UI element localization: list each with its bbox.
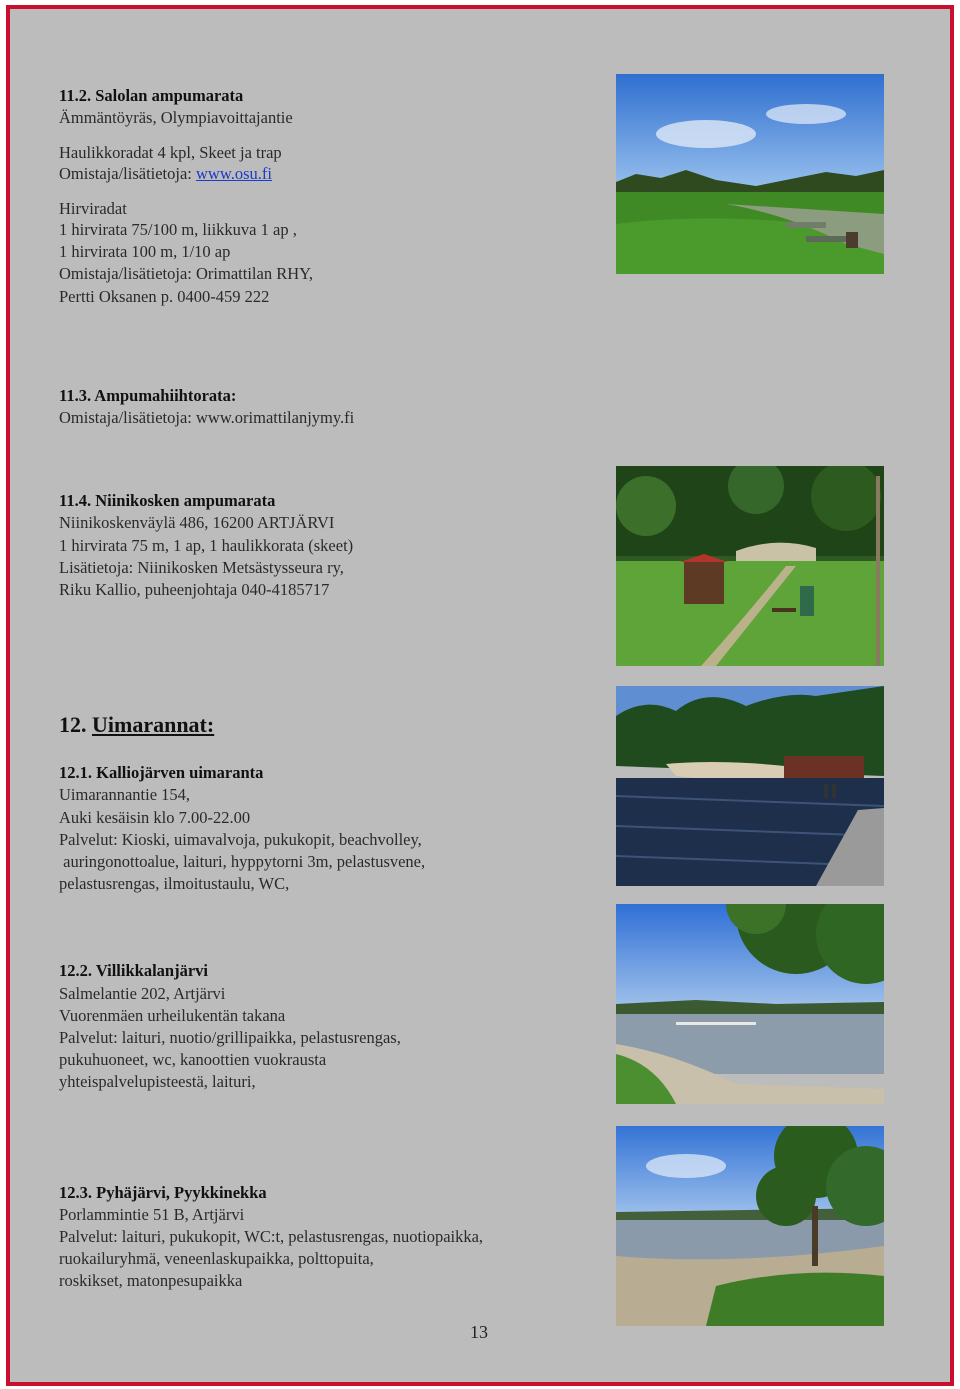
- section-11-3-info: Omistaja/lisätietoja: www.orimattilanjymy.fi: [59, 408, 355, 427]
- section-11-2-moose-owner: Omistaja/lisätietoja: Orimattilan RHY,: [59, 264, 314, 283]
- page-number: 13: [470, 1322, 488, 1342]
- section-11-2-moose-line2: 1 hirvirata 100 m, 1/10 ap: [59, 242, 231, 261]
- section-11-4-heading: 11.4. Niinikosken ampumarata: [59, 491, 276, 510]
- section-12-1-line5: pelastusrengas, ilmoitustaulu, WC,: [59, 874, 290, 893]
- section-12-1-line4: auringonottoalue, laituri, hyppytorni 3m, pelastusvene,: [59, 852, 426, 871]
- niinikoski-range-photo: [616, 466, 884, 666]
- section-12-3-line4: roskikset, matonpesupaikka: [59, 1271, 243, 1290]
- section-12-1-line3: Palvelut: Kioski, uimavalvoja, pukukopit, beachvolley,: [59, 830, 422, 849]
- pyhajarvi-photo: [616, 1126, 884, 1326]
- section-11-2-shotgun: Haulikkoradat 4 kpl, Skeet ja trap: [59, 143, 282, 162]
- kalliojarvi-beach-photo: [616, 686, 884, 886]
- owner-label: Omistaja/lisätietoja:: [59, 164, 197, 183]
- section-12-3-heading: 12.3. Pyhäjärvi, Pyykkinekka: [59, 1183, 267, 1202]
- section-12-title: Uimarannat:: [92, 712, 215, 737]
- section-11-2-owner: [59, 164, 272, 184]
- section-12-3-line3: ruokailuryhmä, veneenlaskupaikka, polttopuita,: [59, 1249, 374, 1268]
- section-12-2-line4: pukuhuoneet, wc, kanoottien vuokrausta: [59, 1050, 327, 1069]
- section-12-number: 12.: [59, 712, 92, 737]
- section-11-4-line4: Riku Kallio, puheenjohtaja 040-4185717: [59, 580, 330, 599]
- section-11-4-line3: Lisätietoja: Niinikosken Metsästysseura ry,: [59, 558, 344, 577]
- section-12-heading: [59, 712, 214, 738]
- section-11-4-line1: Niinikoskenväylä 486, 16200 ARTJÄRVI: [59, 513, 335, 532]
- section-11-2-address: Ämmäntöyräs, Olympiavoittajantie: [59, 108, 293, 127]
- section-12-1-line1: Uimarannantie 154,: [59, 785, 191, 804]
- section-12-1-heading: 12.1. Kalliojärven uimaranta: [59, 763, 264, 782]
- section-12-2-line2: Vuorenmäen urheilukentän takana: [59, 1006, 286, 1025]
- section-12-3-line1: Porlammintie 51 B, Artjärvi: [59, 1205, 245, 1224]
- villikkalanjarvi-photo: [616, 904, 884, 1104]
- section-12-2-line1: Salmelantie 202, Artjärvi: [59, 984, 226, 1003]
- section-12-2-line5: yhteispalvelupisteestä, laituri,: [59, 1072, 256, 1091]
- section-11-2-moose-heading: Hirviradat: [59, 199, 127, 218]
- section-12-1-line2: Auki kesäisin klo 7.00-22.00: [59, 808, 251, 827]
- section-11-2-heading: 11.2. Salolan ampumarata: [59, 86, 244, 105]
- section-11-3-heading: 11.3. Ampumahiihtorata:: [59, 386, 237, 405]
- section-11-2-moose-line1: 1 hirvirata 75/100 m, liikkuva 1 ap ,: [59, 220, 297, 239]
- osu-link[interactable]: www.osu.fi: [196, 164, 272, 183]
- shooting-range-photo: [616, 74, 884, 274]
- section-11-2-moose-contact: Pertti Oksanen p. 0400-459 222: [59, 287, 270, 306]
- section-12-3-line2: Palvelut: laituri, pukukopit, WC:t, pelastusrengas, nuotiopaikka,: [59, 1227, 484, 1246]
- section-11-4-line2: 1 hirvirata 75 m, 1 ap, 1 haulikkorata (skeet): [59, 536, 354, 555]
- section-12-2-line3: Palvelut: laituri, nuotio/grillipaikka, pelastusrengas,: [59, 1028, 401, 1047]
- section-12-2-heading: 12.2. Villikkalanjärvi: [59, 961, 208, 980]
